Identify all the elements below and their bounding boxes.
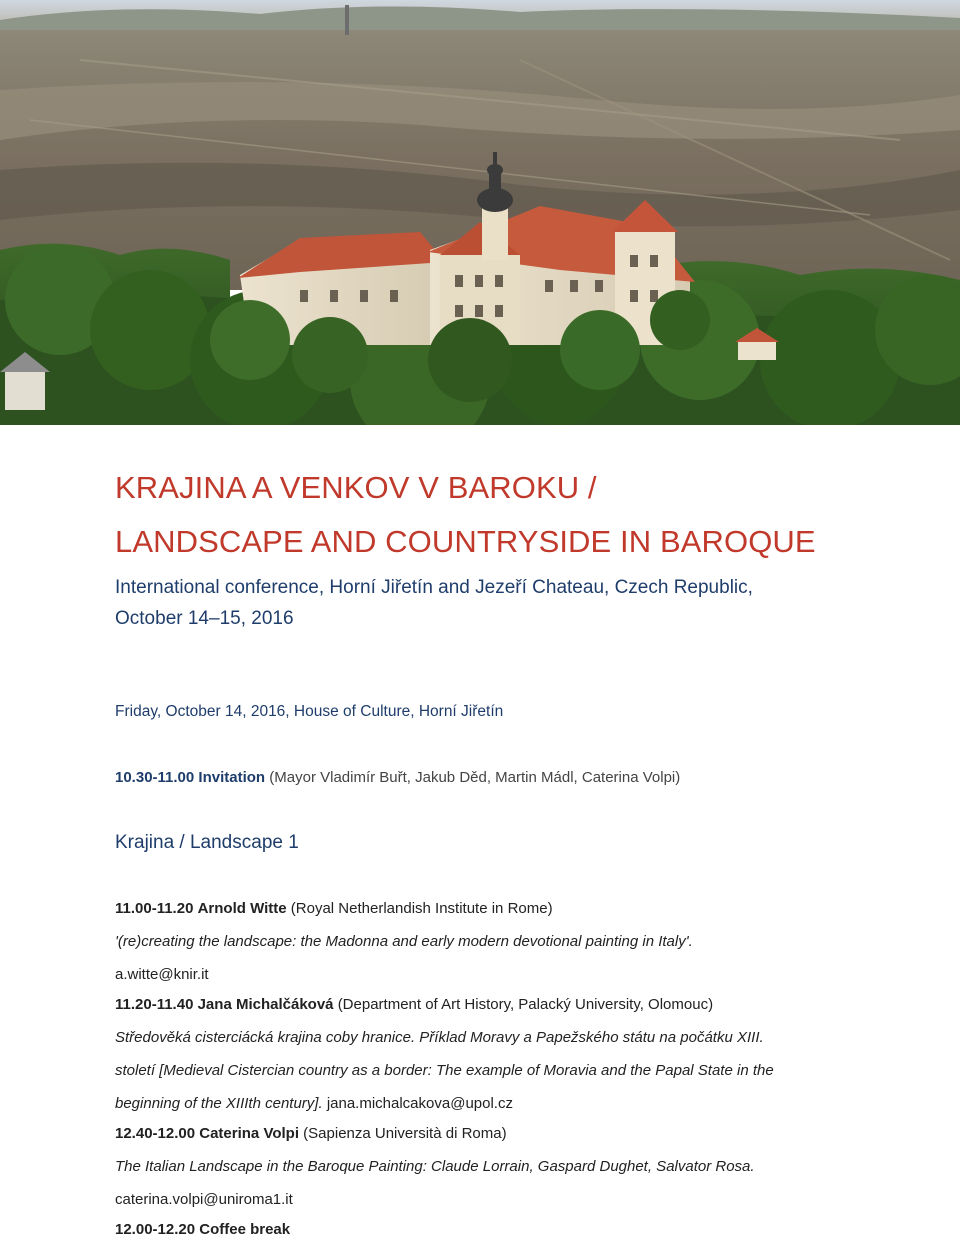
talk-2-email[interactable]: jana.michalcakova@upol.cz [326, 1095, 513, 1112]
talk-3-affiliation: (Sapienza Università di Roma) [303, 1125, 507, 1142]
program-document [115, 470, 935, 1240]
title-english: LANDSCAPE AND COUNTRYSIDE IN BAROQUE [115, 524, 816, 559]
talk-1-header [115, 899, 935, 919]
break-time: 12.00-12.20 [115, 1221, 196, 1238]
talk-2-title-line-2: století [Medieval Cistercian country as a border: The example of Moravia and the Papal State in the [115, 1062, 774, 1079]
talk-2-title-line-3: beginning of the XIIIth century]. [115, 1095, 323, 1112]
break-label: Coffee break [199, 1221, 291, 1238]
talk-3-header [115, 1124, 935, 1144]
talk-2-header [115, 995, 935, 1015]
day-heading: Friday, October 14, 2016, House of Culture, Horní Jiřetín [115, 703, 504, 720]
talk-2-time: 11.20-11.40 [115, 996, 194, 1013]
talk-1-title: '(re)creating the landscape: the Madonna and early modern devotional painting in Italy'. [115, 933, 693, 950]
subtitle-line-2: October 14–15, 2016 [115, 608, 294, 629]
invitation-row [115, 768, 935, 788]
talk-1-time: 11.00-11.20 [115, 900, 194, 917]
section-heading: Krajina / Landscape 1 [115, 832, 299, 853]
talk-2-affiliation: (Department of Art History, Palacký University, Olomouc) [337, 996, 714, 1013]
talk-3-speaker: Caterina Volpi [199, 1125, 299, 1142]
invitation-label: Invitation [198, 769, 266, 786]
invitation-detail: (Mayor Vladimír Buřt, Jakub Děd, Martin Mádl, Caterina Volpi) [269, 769, 681, 786]
hero-photo [0, 0, 960, 425]
invitation-time: 10.30-11.00 [115, 769, 195, 786]
talk-2-speaker: Jana Michalčáková [197, 996, 334, 1013]
break-row [115, 1220, 935, 1240]
talk-1-speaker: Arnold Witte [197, 900, 287, 917]
talk-2-title-line-1: Středověká cisterciácká krajina coby hranice. Příklad Moravy a Papežského státu na počátku XIII. [115, 1029, 764, 1046]
conference-subtitle [115, 572, 935, 634]
talk-3-title: The Italian Landscape in the Baroque Painting: Claude Lorrain, Gaspard Dughet, Salvator Rosa. [115, 1158, 755, 1175]
talk-1-email[interactable]: a.witte@knir.it [115, 966, 209, 983]
talk-3-email[interactable]: caterina.volpi@uniroma1.it [115, 1191, 293, 1208]
talk-1-affiliation: (Royal Netherlandish Institute in Rome) [290, 900, 553, 917]
title-czech: KRAJINA A VENKOV V BAROKU / [115, 470, 597, 505]
subtitle-line-1: International conference, Horní Jiřetín and Jezeří Chateau, Czech Republic, [115, 577, 753, 598]
talk-3-time: 12.40-12.00 [115, 1125, 196, 1142]
talk-2-title-line-3-row [115, 1094, 935, 1114]
chateau-landscape-image [0, 0, 960, 425]
